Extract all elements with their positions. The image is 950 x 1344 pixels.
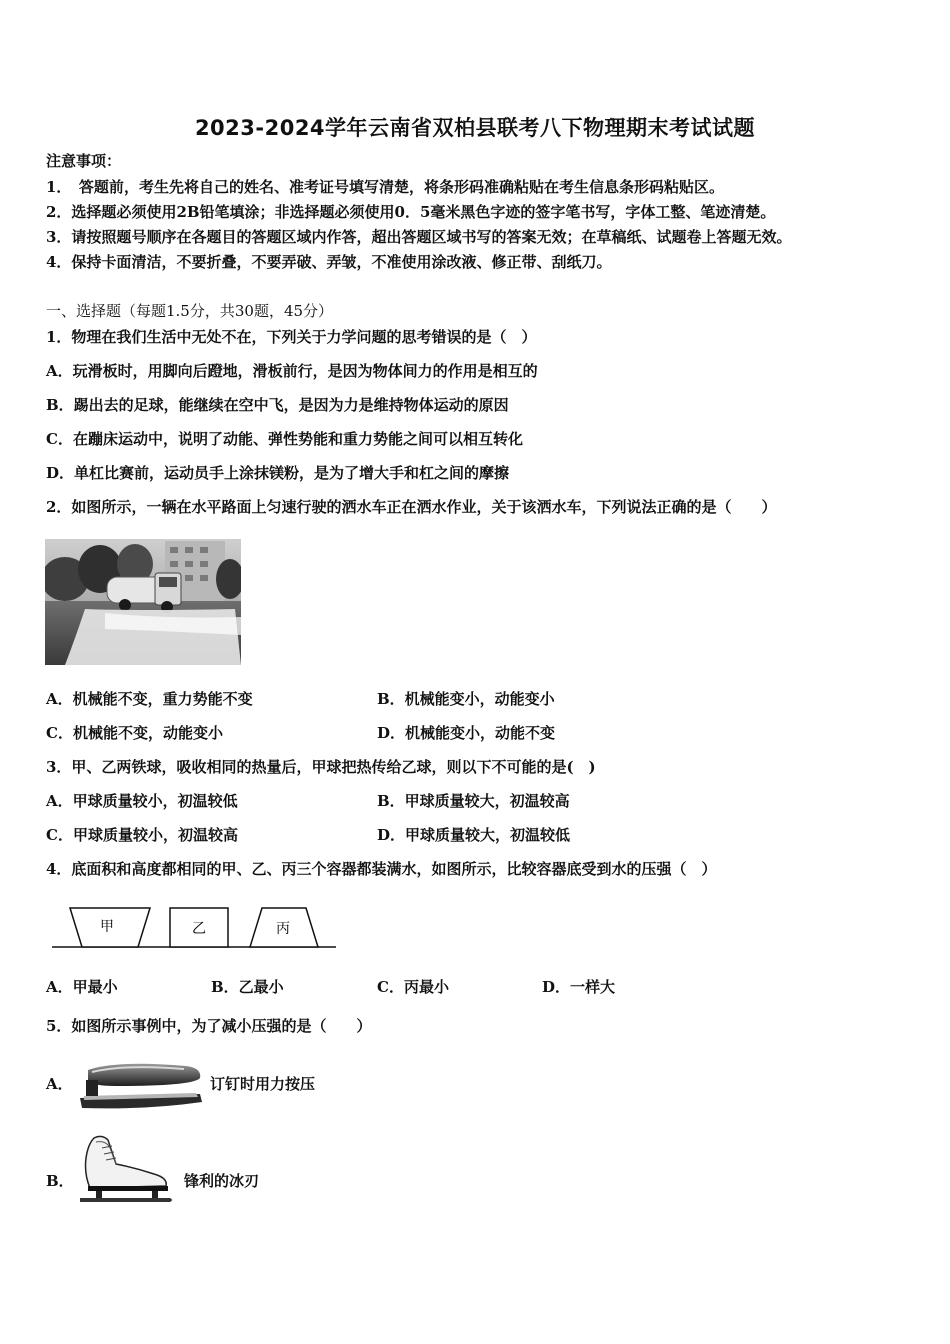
q4-option-a: A．甲最小 bbox=[46, 978, 118, 996]
notice-item-3: 3．请按照题号顺序在各题目的答题区域内作答，超出答题区域书写的答案无效；在草稿纸、试题卷上答题无效。 bbox=[46, 228, 792, 246]
q1-option-a: A．玩滑板时，用脚向后蹬地，滑板前行，是因为物体间力的作用是相互的 bbox=[46, 362, 538, 380]
stapler-icon bbox=[76, 1056, 206, 1112]
notice-item-4: 4．保持卡面清洁，不要折叠，不要弄破、弄皱，不准使用涂改液、修正带、刮纸刀。 bbox=[46, 253, 612, 271]
q1-option-d: D．单杠比赛前，运动员手上涂抹镁粉，是为了增大手和杠之间的摩擦 bbox=[46, 464, 510, 482]
sprinkler-truck-photo bbox=[45, 539, 241, 665]
q5-option-b-letter: B． bbox=[46, 1172, 74, 1190]
q4-option-c: C．丙最小 bbox=[377, 978, 449, 996]
section-heading: 一、选择题（每题1.5分，共30题，45分） bbox=[46, 302, 334, 320]
q3-option-a: A．甲球质量较小，初温较低 bbox=[46, 792, 238, 810]
q5-stem: 5．如图所示事例中，为了减小压强的是（ ） bbox=[46, 1017, 372, 1035]
q2-stem: 2．如图所示，一辆在水平路面上匀速行驶的洒水车正在洒水作业，关于该洒水车，下列说法正确的是（ ） bbox=[46, 498, 777, 516]
container-label-yi: 乙 bbox=[192, 921, 206, 937]
q1-option-b: B．踢出去的足球，能继续在空中飞，是因为力是维持物体运动的原因 bbox=[46, 396, 509, 414]
q4-option-d: D．一样大 bbox=[542, 978, 616, 996]
ice-skate-icon bbox=[76, 1134, 176, 1204]
q2-option-d: D．机械能变小，动能不变 bbox=[377, 724, 556, 742]
q4-option-b: B．乙最小 bbox=[211, 978, 284, 996]
q3-option-d: D．甲球质量较大，初温较低 bbox=[377, 826, 571, 844]
q2-option-b: B．机械能变小，动能变小 bbox=[377, 690, 555, 708]
notice-item-2: 2．选择题必须使用2B铅笔填涂；非选择题必须使用0．5毫米黑色字迹的签字笔书写，字体工整、笔迹清楚。 bbox=[46, 203, 776, 221]
q1-option-c: C．在蹦床运动中，说明了动能、弹性势能和重力势能之间可以相互转化 bbox=[46, 430, 523, 448]
notice-heading: 注意事项： bbox=[46, 152, 122, 170]
notice-item-1: 1． 答题前，考生先将自己的姓名、准考证号填写清楚，将条形码准确粘贴在考生信息条形码粘贴区。 bbox=[46, 178, 724, 196]
q5-option-a-letter: A． bbox=[46, 1075, 73, 1093]
sprinkler-truck-illustration bbox=[45, 539, 241, 665]
q3-option-b: B．甲球质量较大，初温较高 bbox=[377, 792, 570, 810]
page-title: 2023-2024学年云南省双柏县联考八下物理期末考试试题 bbox=[194, 116, 756, 140]
q2-option-a: A．机械能不变，重力势能不变 bbox=[46, 690, 253, 708]
q5-option-a-text: 订钉时用力按压 bbox=[210, 1075, 316, 1093]
q4-stem: 4．底面积和高度都相同的甲、乙、丙三个容器都装满水，如图所示，比较容器底受到水的压强（ ） bbox=[46, 860, 717, 878]
q3-stem: 3．甲、乙两铁球，吸收相同的热量后，甲球把热传给乙球，则以下不可能的是( ) bbox=[46, 758, 596, 776]
container-label-bing: 丙 bbox=[276, 921, 290, 937]
q5-option-b-text: 锋利的冰刃 bbox=[184, 1172, 260, 1190]
container-label-jia: 甲 bbox=[100, 919, 114, 935]
q1-stem: 1．物理在我们生活中无处不在，下列关于力学问题的思考错误的是（ ） bbox=[46, 328, 537, 346]
three-containers-diagram bbox=[52, 905, 336, 951]
q2-option-c: C．机械能不变，动能变小 bbox=[46, 724, 223, 742]
q3-option-c: C．甲球质量较小，初温较高 bbox=[46, 826, 238, 844]
